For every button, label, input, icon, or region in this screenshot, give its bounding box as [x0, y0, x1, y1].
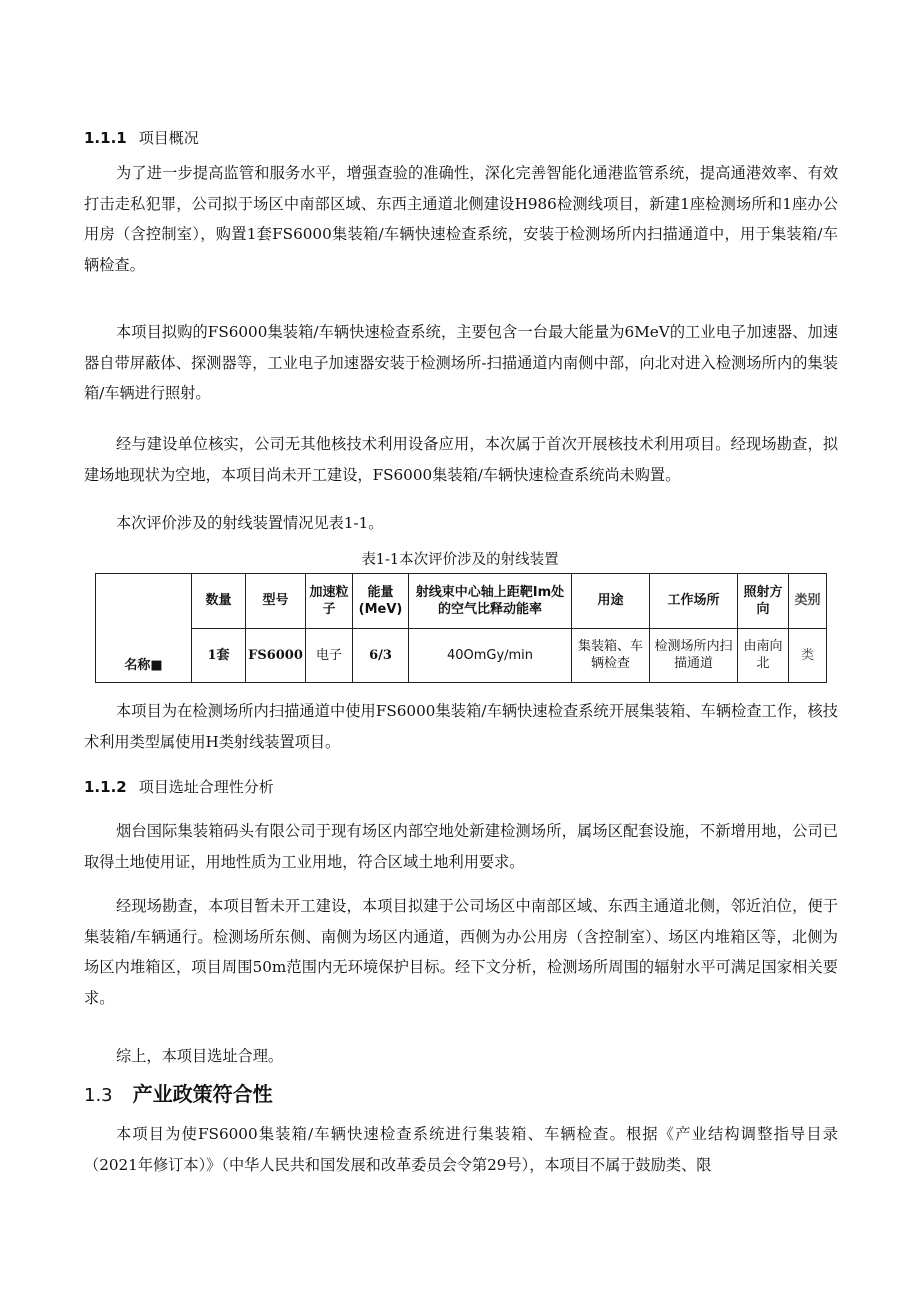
- paragraph: 本项目为在检测场所内扫描通道中使用FS6000集装箱/车辆快速检查系统开展集装箱、车辆检查工作，核技术利用类型属使用H类射线装置项目。: [84, 702, 838, 751]
- paragraph: 烟台国际集装箱码头有限公司于现有场区内部空地处新建检测场所，属场区配套设施，不新增用地，公司已取得土地使用证，用地性质为工业用地，符合区域土地利用要求。: [84, 822, 838, 871]
- paragraph: 经现场勘查，本项目暂未开工建设，本项目拟建于公司场区中南部区域、东西主通道北侧，邻近泊位，便于集装箱/车辆通行。检测场所东侧、南侧为场区内通道，西侧为办公用房（含控制室）、场区内堆箱区等，北侧为场区内堆箱区，项目周围50m范围内无环境保护目标。经下文分析，检测场所周围的辐射水平可满足国家相关要求。: [84, 897, 838, 1007]
- equipment-table: [95, 573, 827, 683]
- heading-1-1-2: [84, 777, 274, 797]
- header-cell: 加速粒子: [306, 574, 353, 629]
- header-cell: 型号: [246, 574, 306, 629]
- table-cell: 检测场所内扫描通道: [650, 628, 738, 683]
- heading-title: 项目概况: [138, 129, 199, 147]
- header-cell: 照射方向: [738, 574, 789, 629]
- paragraph: 经与建设单位核实，公司无其他核技术利用设备应用，本次属于首次开展核技术利用项目。经现场勘查，拟建场地现状为空地，本项目尚未开工建设，FS6000集装箱/车辆快速检查系统尚未购置。: [84, 435, 838, 484]
- header-cell: 类别: [789, 574, 827, 629]
- paragraph: 为了进一步提高监管和服务水平，增强查验的准确性，深化完善智能化通港监管系统，提高通港效率、有效打击走私犯罪，公司拟于场区中南部区域、东西主通道北侧建设H986检测线项目，新建1座检测场所和1座办公用房（含控制室），购置1套FS6000集装箱/车辆快速检查系统，安装于检测场所内扫描通道中，用于集装箱/车辆检查。: [84, 164, 838, 274]
- paragraph: 本项目拟购的FS6000集装箱/车辆快速检查系统，主要包含一台最大能量为6MeV的工业电子加速器、加速器自带屏蔽体、探测器等，工业电子加速器安装于检测场所-扫描通道内南侧中部，向北对进入检测场所内的集装箱/车辆进行照射。: [84, 323, 838, 403]
- heading-number: 1.1.1: [84, 129, 127, 147]
- heading-number: 1.1.2: [84, 778, 127, 796]
- header-cell: 能量(MeV): [353, 574, 409, 629]
- heading-title: 项目选址合理性分析: [138, 778, 274, 796]
- paragraph: 综上，本项目选址合理。: [116, 1047, 284, 1065]
- table-caption: 表1-1本次评价涉及的射线装置: [361, 552, 559, 568]
- table-row: [96, 628, 827, 683]
- table-header-row: [96, 574, 827, 629]
- heading-1-3: [84, 1081, 273, 1109]
- heading-1-1-1: [84, 128, 199, 148]
- header-cell: 工作场所: [650, 574, 738, 629]
- table-cell: 6/3: [353, 628, 409, 683]
- table-cell: 集装箱、车辆检查: [572, 628, 650, 683]
- heading-number: 1.3: [84, 1085, 113, 1106]
- heading-title: 产业政策符合性: [132, 1082, 273, 1106]
- header-cell: 射线束中心轴上距靶Im处的空气比释动能率: [409, 574, 572, 629]
- name-label-cell: 名称■: [96, 574, 192, 683]
- paragraph: 本次评价涉及的射线装置情况见表1-1。: [116, 514, 384, 532]
- table-cell: 40OmGy∕min: [409, 628, 572, 683]
- header-cell: 用途: [572, 574, 650, 629]
- table-cell: 电子: [306, 628, 353, 683]
- table-cell: 由南向北: [738, 628, 789, 683]
- header-cell: 数量: [192, 574, 246, 629]
- table-cell: 1套: [192, 628, 246, 683]
- table-cell: FS6000: [246, 628, 306, 683]
- paragraph: 本项目为使FS6000集装箱/车辆快速检查系统进行集装箱、车辆检查。根据《产业结构调整指导目录（2021年修订本）》（中华人民共和国发展和改革委员会令第29号），本项目不属于鼓励类、限: [84, 1125, 838, 1174]
- table-cell: 类: [789, 628, 827, 683]
